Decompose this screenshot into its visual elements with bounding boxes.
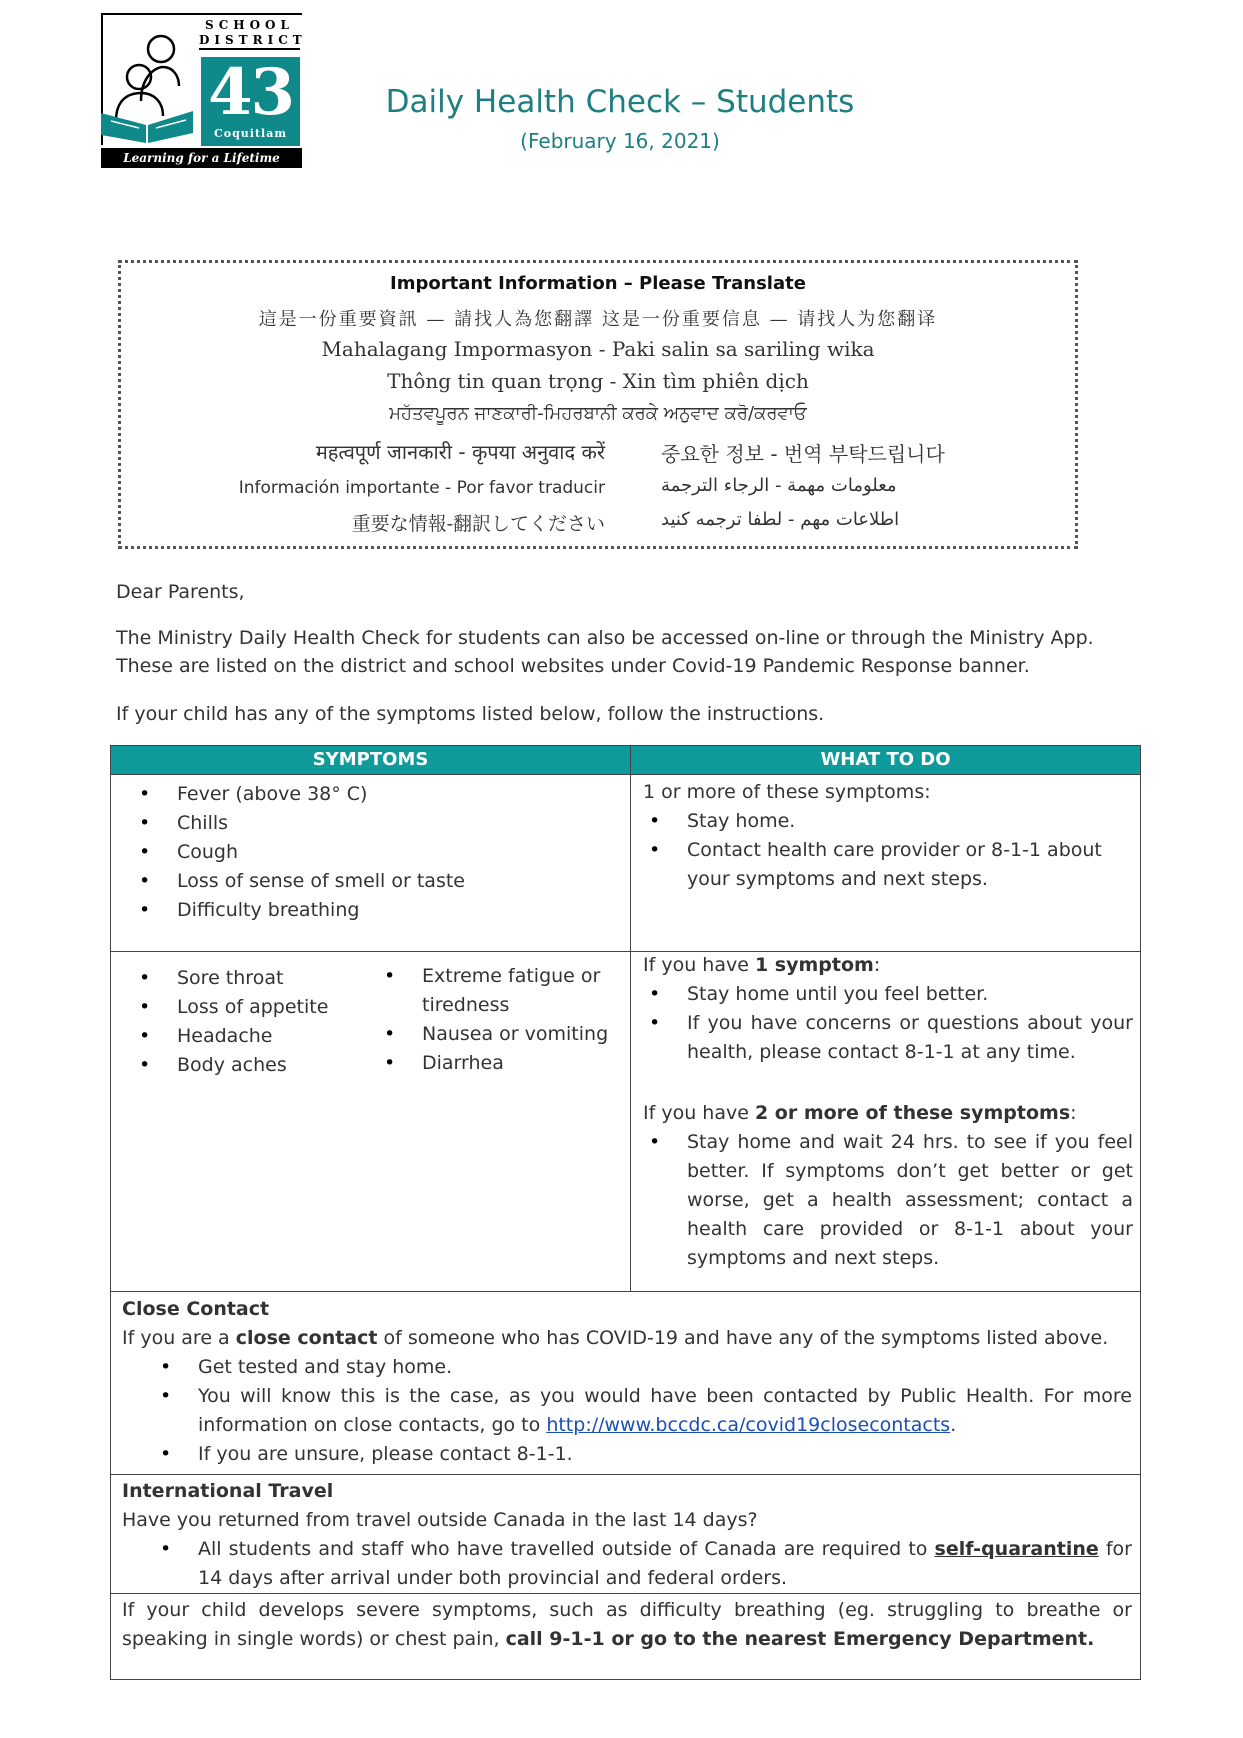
travel-item: • All students and staff who have travelled outside of Canada are required to self-quarantine for 14 days after arrival under both provincial and federal orders. [160, 1535, 1132, 1593]
district-logo [101, 13, 307, 168]
intro-line-2: These are listed on the district and school websites under Covid-19 Pandemic Response banner. [116, 655, 1030, 677]
logo-school-text: SCHOOL [205, 18, 294, 32]
symptom-item: • Headache [139, 1022, 369, 1051]
close-contact-item: • If you are unsure, please contact 8-1-1. [160, 1440, 1132, 1469]
one-symptom-lead: If you have 1 symptom: [643, 954, 881, 976]
row1-lead: 1 or more of these symptoms: [643, 781, 931, 803]
symptom-item: • Nausea or vomiting [384, 1020, 622, 1049]
symptom-item: • Chills [139, 809, 619, 838]
logo-city: Coquitlam [214, 127, 287, 140]
international-travel-section [122, 1477, 1132, 1593]
row1-action-cell [643, 778, 1133, 894]
row2-symptom-list-left [139, 964, 369, 1080]
translate-korean: 중요한 정보 - 번역 부탁드립니다 [661, 442, 945, 466]
row2-symptoms-left-cell [139, 964, 369, 1080]
close-contact-list [160, 1353, 1132, 1469]
page-date: (February 16, 2021) [520, 129, 720, 153]
instructions-text: If your child has any of the symptoms listed below, follow the instructions. [116, 703, 825, 725]
symptom-item: • Difficulty breathing [139, 896, 619, 925]
translate-tagalog: Mahalagang Impormasyon - Paki salin sa sariling wika [321, 337, 875, 361]
intro-line-1: The Ministry Daily Health Check for students can also be accessed on-line or through the Ministry App. [116, 627, 1094, 649]
action-item: • Contact health care provider or 8-1-1 about your symptoms and next steps. [649, 836, 1133, 894]
translate-arabic: معلومات مهمة - الرجاء الترجمة [661, 475, 897, 496]
greeting: Dear Parents, [116, 581, 245, 603]
symptoms-column-header: SYMPTOMS [111, 746, 630, 774]
close-contact-item: • Get tested and stay home. [160, 1353, 1132, 1382]
close-contact-section [122, 1295, 1132, 1469]
row-divider [111, 1291, 1140, 1292]
symptom-item: • Loss of appetite [139, 993, 369, 1022]
action-item: • Stay home and wait 24 hrs. to see if you feel better. If symptoms don’t get better or get worse, get a health assessment; contact a health care provided or 8-1-1 about your symptoms and next steps. [649, 1128, 1133, 1273]
header-divider [111, 774, 1140, 775]
close-contact-title: Close Contact [122, 1298, 270, 1320]
translate-farsi: اطلاعات مهم - لطفا ترجمه کنید [661, 509, 900, 530]
translate-vietnamese: Thông tin quan trọng - Xin tìm phiên dịch [387, 369, 809, 393]
travel-question: Have you returned from travel outside Canada in the last 14 days? [122, 1509, 758, 1531]
symptom-item: • Diarrhea [384, 1049, 622, 1078]
symptom-item: • Sore throat [139, 964, 369, 993]
page-title: Daily Health Check – Students [385, 84, 855, 120]
logo-district-number: 43 [207, 55, 294, 130]
row-divider [111, 1593, 1140, 1594]
two-symptom-lead: If you have 2 or more of these symptoms: [643, 1102, 1077, 1124]
row2-symptom-list-right [384, 962, 622, 1078]
row2-symptoms-right-cell [384, 962, 622, 1078]
travel-title: International Travel [122, 1480, 334, 1502]
action-item: • Stay home until you feel better. [649, 980, 1133, 1009]
logo-number-box [201, 57, 300, 146]
symptom-item: • Body aches [139, 1051, 369, 1080]
travel-list [160, 1535, 1132, 1593]
one-symptom-action-list [649, 980, 1133, 1067]
row1-symptoms-cell [139, 780, 619, 925]
row1-action-list [649, 807, 1133, 894]
translate-chinese: 這是一份重要資訊 — 請找人為您翻譯 这是一份重要信息 — 请找人为您翻译 [258, 309, 938, 330]
column-divider [630, 746, 631, 1291]
translate-spanish: Información importante - Por favor traducir [238, 478, 605, 498]
bccdc-close-contacts-link[interactable]: http://www.bccdc.ca/covid19closecontacts [546, 1414, 951, 1436]
logo-tagline: Learning for a Lifetime [101, 148, 302, 168]
symptom-item: • Loss of sense of smell or taste [139, 867, 619, 896]
translate-heading: Important Information – Please Translate [390, 273, 806, 294]
translate-hindi: महत्वपूर्ण जानकारी - कृपया अनुवाद करें [315, 440, 605, 464]
symptoms-table [110, 745, 1141, 1680]
symptom-item: • Cough [139, 838, 619, 867]
action-item: • If you have concerns or questions about your health, please contact 8-1-1 at any time. [649, 1009, 1133, 1067]
emergency-notice: If your child develops severe symptoms, such as difficulty breathing (eg. struggling to breathe or speaking in single words) or chest pain, call 9-1-1 or go to the nearest Emergency Department. [122, 1599, 1132, 1650]
translate-notice-box [118, 260, 1078, 549]
two-symptom-action-list [649, 1128, 1133, 1273]
close-contact-item: • You will know this is the case, as you would have been contacted by Public Health. For more information on close contacts, go to http://www.bccdc.ca/covid19closecontacts. [160, 1382, 1132, 1440]
translate-punjabi: ਮਹੱਤਵਪੂਰਨ ਜਾਣਕਾਰੀ-ਮਿਹਰਬਾਨੀ ਕਰਕੇ ਅਨੁਵਾਦ ਕਰੋ/ਕਰਵਾਓ [389, 403, 807, 424]
logo-district-text: DISTRICT [199, 33, 300, 50]
row2-two-symptom-cell [643, 1099, 1133, 1273]
close-contact-lead: If you are a close contact of someone who has COVID-19 and have any of the symptoms listed above. [122, 1327, 1109, 1349]
action-item: • Stay home. [649, 807, 1133, 836]
symptom-item: • Fever (above 38° C) [139, 780, 619, 809]
reading-figures-icon [101, 21, 201, 161]
row-divider [111, 1474, 1140, 1475]
what-to-do-column-header: WHAT TO DO [631, 746, 1140, 774]
row1-symptom-list [139, 780, 619, 925]
symptom-item: • Extreme fatigue or tiredness [384, 962, 622, 1020]
translate-japanese: 重要な情報-翻訳してください [351, 513, 605, 535]
row2-one-symptom-cell [643, 951, 1133, 1067]
